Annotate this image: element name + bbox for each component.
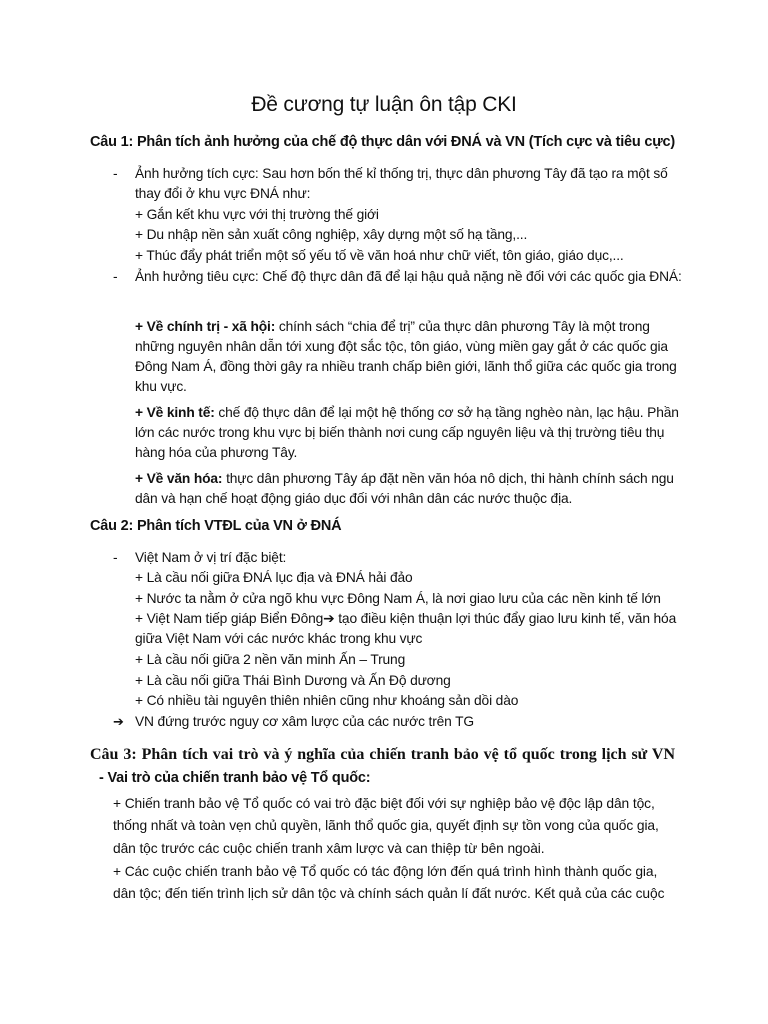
cultural-text: thực dân phương Tây áp đặt nền văn hóa nô dịch, thi hành chính sách ngu dân và hạn chế hoạt động giáo dục đối với nhân dân các nước thuộc địa. [135,471,674,506]
q2-item: + Có nhiều tài nguyên thiên nhiên cũng như khoáng sản dồi dào [135,693,519,708]
arrow-icon: ➔ [113,714,124,729]
question-3-subheading: - Vai trò của chiến tranh bảo vệ Tổ quốc: [99,770,371,786]
q1-positive-text: Ảnh hưởng tích cực: Sau hơn bốn thế kỉ thống trị, thực dân phương Tây đã tạo ra một số thay đổi ở khu vực ĐNÁ như: [135,166,668,202]
q2-item: + Là cầu nối giữa Thái Bình Dương và Ấn Độ dương [135,673,451,688]
bullet-dash: - [113,269,118,284]
q1-negative-text: Ảnh hưởng tiêu cực: Chế độ thực dân đã để lại hậu quả nặng nề đối với các quốc gia ĐNÁ: [135,269,682,284]
political-label: + Về chính trị - xã hội: [135,319,276,334]
economic-label: + Về kinh tế: [135,405,215,420]
economic-text: chế độ thực dân để lại một hệ thống cơ sở hạ tầng nghèo nàn, lạc hậu. Phần lớn các nước trong khu vực bị biến thành nơi cung cấp nguyên liệu và thị trường tiêu thụ hàng hóa của phương Tây. [135,405,679,460]
question-1-heading: Câu 1: Phân tích ảnh hưởng của chế độ thực dân với ĐNÁ và VN (Tích cực và tiêu cực) [90,134,676,150]
q1-positive-item: + Du nhập nền sản xuất công nghiệp, xây dựng một số hạ tầng,... [135,227,528,242]
q3-paragraph-2: + Các cuộc chiến tranh bảo vệ Tổ quốc có tác động lớn đến quá trình hình thành quốc gia, dân tộc; đến tiến trình lịch sử dân tộc và chính sách quản lí đất nước. Kết quả của các cuộc [113,864,665,902]
q1-positive-item: + Thúc đẩy phát triển một số yếu tố về văn hoá như chữ viết, tôn giáo, giáo dục,... [135,248,624,263]
cultural-label: + Về văn hóa: [135,471,223,486]
question-3-heading: Câu 3: Phân tích vai trò và ý nghĩa của chiến tranh bảo vệ tổ quốc trong lịch sử VN [90,746,675,763]
document-title: Đề cương tự luận ôn tập CKI [251,93,517,116]
q2-intro: Việt Nam ở vị trí đặc biệt: [135,550,287,565]
bullet-dash: - [113,550,118,565]
bullet-dash: - [113,166,118,181]
q2-item: + Là cầu nối giữa 2 nền văn minh Ấn – Trung [135,652,406,667]
q2-conclusion: VN đứng trước nguy cơ xâm lược của các nước trên TG [135,714,474,729]
q1-political-paragraph [135,317,680,397]
question-2-heading: Câu 2: Phân tích VTĐL của VN ở ĐNÁ [90,518,342,534]
q2-item: + Nước ta nằm ở cửa ngõ khu vực Đông Nam Á, là nơi giao lưu của các nền kinh tế lớn [135,591,661,606]
q1-cultural-paragraph [135,469,680,509]
q2-item: + Việt Nam tiếp giáp Biển Đông➔ tạo điều kiện thuận lợi thúc đẩy giao lưu kinh tế, văn hóa giữa Việt Nam với các nước khác trong khu vực [135,611,677,647]
q1-positive-item: + Gắn kết khu vực với thị trường thế giới [135,207,379,222]
political-text: chính sách “chia để trị” của thực dân phương Tây là một trong những nguyên nhân dẫn tới xung đột sắc tộc, tôn giáo, vùng miền gay gắt ở các quốc gia Đông Nam Á, đồng thời gây ra nhiều tranh chấp biên giới, lãnh thổ giữa các quốc gia trong khu vực. [135,319,677,394]
q1-economic-paragraph [135,403,680,463]
q2-item: + Là cầu nối giữa ĐNÁ lục địa và ĐNÁ hải đảo [135,570,413,585]
q3-paragraph-1: + Chiến tranh bảo vệ Tổ quốc có vai trò đặc biệt đối với sự nghiệp bảo vệ độc lập dân tộc, thống nhất và toàn vẹn chủ quyền, lãnh thổ quốc gia, quyết định sự tồn vong của quốc gia, dân tộc trước các cuộc chiến tranh xâm lược và can thiệp từ bên ngoài. [113,796,659,856]
